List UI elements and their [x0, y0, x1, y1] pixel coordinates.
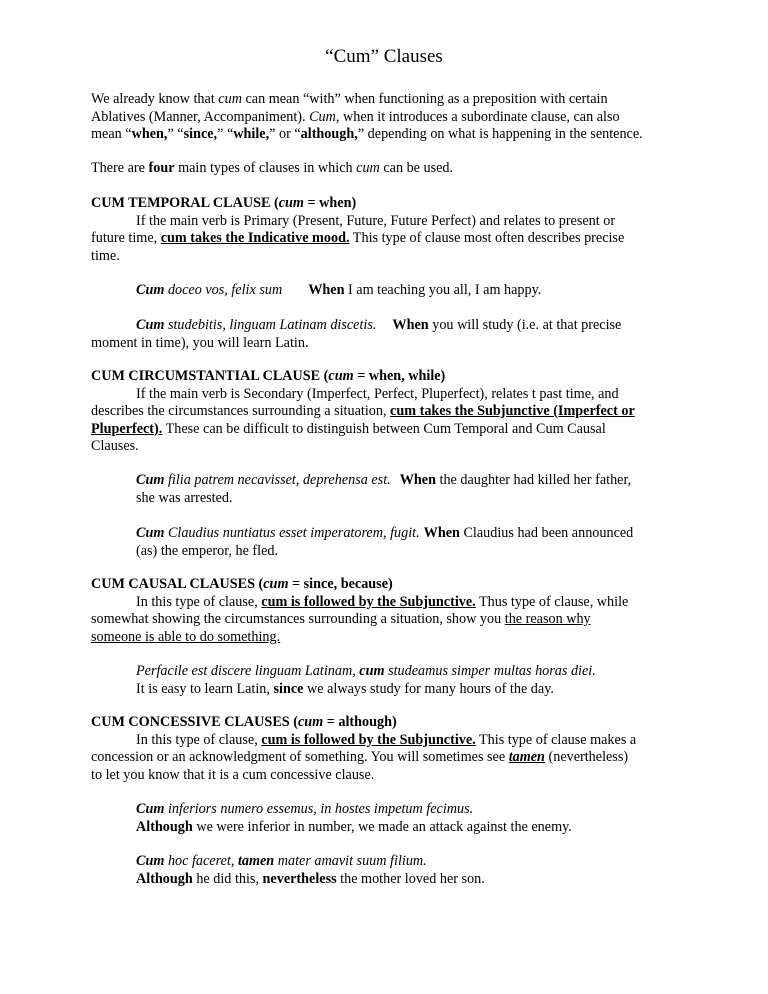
example-english: we were inferior in number, we made an attack against the enemy. [192, 818, 572, 835]
text-run: These can be difficult to distinguish between Cum Temporal and Cum Causal [162, 420, 606, 437]
text-run: Ablatives (Manner, Accompaniment). [91, 108, 310, 125]
paragraph-line: to let you know that it is a cum concessive clause. [91, 766, 375, 783]
section-heading [91, 368, 681, 386]
example-line [136, 525, 681, 543]
heading-text: = when) [303, 195, 357, 211]
intro-line-1 [91, 91, 681, 109]
text-run: (nevertheless) [544, 749, 629, 765]
heading-text: CUM TEMPORAL CLAUSE ( [91, 195, 279, 211]
rule-highlight: cum is followed by the Subjunctive. [261, 593, 476, 610]
text-run: There are [91, 160, 149, 176]
types-line [91, 160, 681, 178]
example-when: When [423, 525, 460, 541]
rule-highlight: cum is followed by the Subjunctive. [261, 731, 476, 748]
temporal-example-1 [136, 282, 681, 300]
example-latin: mater amavit suum filium. [274, 853, 427, 869]
text-run: ” depending on what is happening in the sentence. [357, 126, 643, 142]
example-line [136, 681, 681, 699]
temporal-section [91, 195, 681, 265]
text-run: ” or “ [269, 126, 301, 142]
section-heading [91, 576, 681, 594]
rule-highlight: cum takes the Subjunctive (Imperfect or [390, 403, 635, 419]
example-tamen: tamen [237, 853, 275, 869]
concessive-example-2 [136, 853, 681, 888]
page-title: “Cum” Clauses [325, 46, 443, 67]
types-paragraph [91, 160, 681, 178]
text-run: This type of clause makes a [475, 731, 637, 748]
text-run: , when it introduces a subordinate clause, can also [335, 108, 620, 125]
paragraph-line [91, 749, 681, 767]
paragraph-line [91, 611, 681, 629]
example-latin: hoc faceret, [164, 853, 238, 869]
paragraph-line [91, 230, 681, 248]
concessive-example-1 [136, 801, 681, 836]
causal-section [91, 576, 681, 646]
concessive-section [91, 714, 681, 784]
intro-paragraph [91, 91, 681, 144]
example-nevertheless: nevertheless [262, 870, 337, 887]
example-english: the mother loved her son. [336, 870, 485, 887]
text-run: describes the circumstances surrounding a situation, [91, 403, 391, 419]
example-latin: Claudius nuntiatus esset imperatorem, fugit. [164, 525, 420, 541]
paragraph-line: Clauses. [91, 438, 139, 454]
example-english: you will study (i.e. at that precise [428, 317, 622, 333]
example-latin: inferiors numero essemus, in hostes impetum fecimus. [164, 801, 474, 817]
section-heading [91, 714, 681, 732]
paragraph-line: time. [91, 247, 120, 264]
heading-text: = although) [323, 714, 397, 730]
example-line [136, 853, 681, 871]
paragraph-line [91, 732, 681, 750]
text-run: can be used. [379, 160, 454, 176]
example-english: we always study for many hours of the day. [303, 680, 554, 697]
circumstantial-example-2 [136, 525, 681, 560]
heading-text: CUM CAUSAL CLAUSES ( [91, 576, 264, 592]
example-english: I am teaching you all, I am happy. [344, 282, 542, 298]
example-when: When [308, 282, 345, 298]
text-run: concession or an acknowledgment of something. You will sometimes see [91, 749, 509, 765]
example-line [136, 282, 681, 300]
underlined-phrase: someone is able to do something. [91, 628, 281, 645]
example-line [136, 663, 681, 681]
term-cum: cum [218, 91, 242, 107]
meaning-while: while, [233, 126, 270, 142]
text-run: somewhat showing the circumstances surrounding a situation, show you [91, 611, 505, 627]
example-when: When [399, 472, 436, 488]
example-english: the daughter had killed her father, [435, 472, 632, 488]
example-latin: Perfacile est discere linguam Latinam, [136, 663, 360, 679]
section-heading [91, 195, 681, 213]
example-latin: doceo vos, felix sum [164, 282, 283, 298]
underlined-phrase: the reason why [504, 611, 591, 627]
example-latin: filia patrem necavisset, deprehensa est. [164, 472, 391, 488]
paragraph-line [91, 594, 681, 612]
emphasis-four: four [148, 160, 175, 176]
heading-text: = since, because) [288, 576, 393, 592]
paragraph-line: If the main verb is Primary (Present, Future, Future Perfect) and relates to present or [136, 212, 616, 229]
example-line [136, 801, 681, 819]
example-line [136, 472, 681, 490]
example-english: Claudius had been announced [459, 525, 634, 541]
example-english: he did this, [192, 870, 263, 887]
example-cum: cum [359, 663, 385, 679]
text-run: ” “ [217, 126, 234, 142]
text-run: main types of clauses in which [174, 160, 357, 176]
example-english: moment in time), you will learn Latin. [91, 334, 309, 351]
term-cum: cum [356, 160, 380, 176]
rule-highlight: Pluperfect). [91, 420, 163, 437]
heading-text: CUM CONCESSIVE CLAUSES ( [91, 714, 298, 730]
example-latin: studebitis, linguam Latinam discetis. [164, 317, 377, 333]
text-run: can mean “with” when functioning as a preposition with certain [241, 91, 608, 107]
intro-line-3 [91, 126, 681, 144]
example-line [136, 871, 681, 889]
text-run: mean “ [91, 126, 132, 142]
text-run: In this type of clause, [136, 731, 262, 748]
example-english: It is easy to learn Latin, [136, 680, 274, 697]
example-line [136, 819, 681, 837]
paragraph-line [91, 403, 681, 421]
heading-text: CUM CIRCUMSTANTIAL CLAUSE ( [91, 368, 329, 384]
heading-cum: cum [278, 195, 304, 211]
example-english: she was arrested. [136, 489, 233, 506]
meaning-since: since, [183, 126, 218, 142]
temporal-example-2 [91, 317, 681, 352]
circumstantial-example-1 [136, 472, 681, 507]
example-english: (as) the emperor, he fled. [136, 542, 279, 559]
paragraph-line: If the main verb is Secondary (Imperfect, Perfect, Pluperfect), relates t past time, and [136, 385, 619, 402]
text-run: This type of clause most often describes precise [349, 230, 625, 246]
meaning-although: although, [300, 126, 358, 142]
term-cum: Cum [309, 108, 336, 125]
example-cum: Cum [136, 801, 165, 817]
heading-text: = when, while) [353, 368, 446, 384]
example-cum: Cum [136, 317, 165, 333]
text-run: In this type of clause, [136, 593, 262, 610]
example-cum: Cum [136, 853, 165, 869]
meaning-when: when, [131, 126, 168, 142]
paragraph-line [91, 629, 681, 647]
circumstantial-section [91, 368, 681, 456]
example-since: since [273, 680, 304, 697]
text-run: Thus type of clause, while [475, 593, 629, 610]
example-cum: Cum [136, 282, 165, 298]
term-tamen: tamen [508, 749, 545, 765]
intro-line-2 [91, 109, 681, 127]
text-run: We already know that [91, 91, 219, 107]
paragraph-line [91, 421, 681, 439]
example-latin: studeamus simper multas horas diei. [384, 663, 596, 679]
heading-cum: cum [328, 368, 354, 384]
text-run: ” “ [167, 126, 184, 142]
example-when: When [392, 317, 429, 333]
example-although: Although [136, 818, 193, 835]
example-cum: Cum [136, 525, 165, 541]
causal-example [136, 663, 681, 698]
example-line [91, 317, 681, 335]
rule-highlight: cum takes the Indicative mood. [160, 230, 350, 246]
heading-cum: cum [263, 576, 289, 592]
text-run: future time, [91, 230, 161, 246]
example-although: Although [136, 870, 193, 887]
example-cum: Cum [136, 472, 165, 488]
heading-cum: cum [297, 714, 324, 730]
